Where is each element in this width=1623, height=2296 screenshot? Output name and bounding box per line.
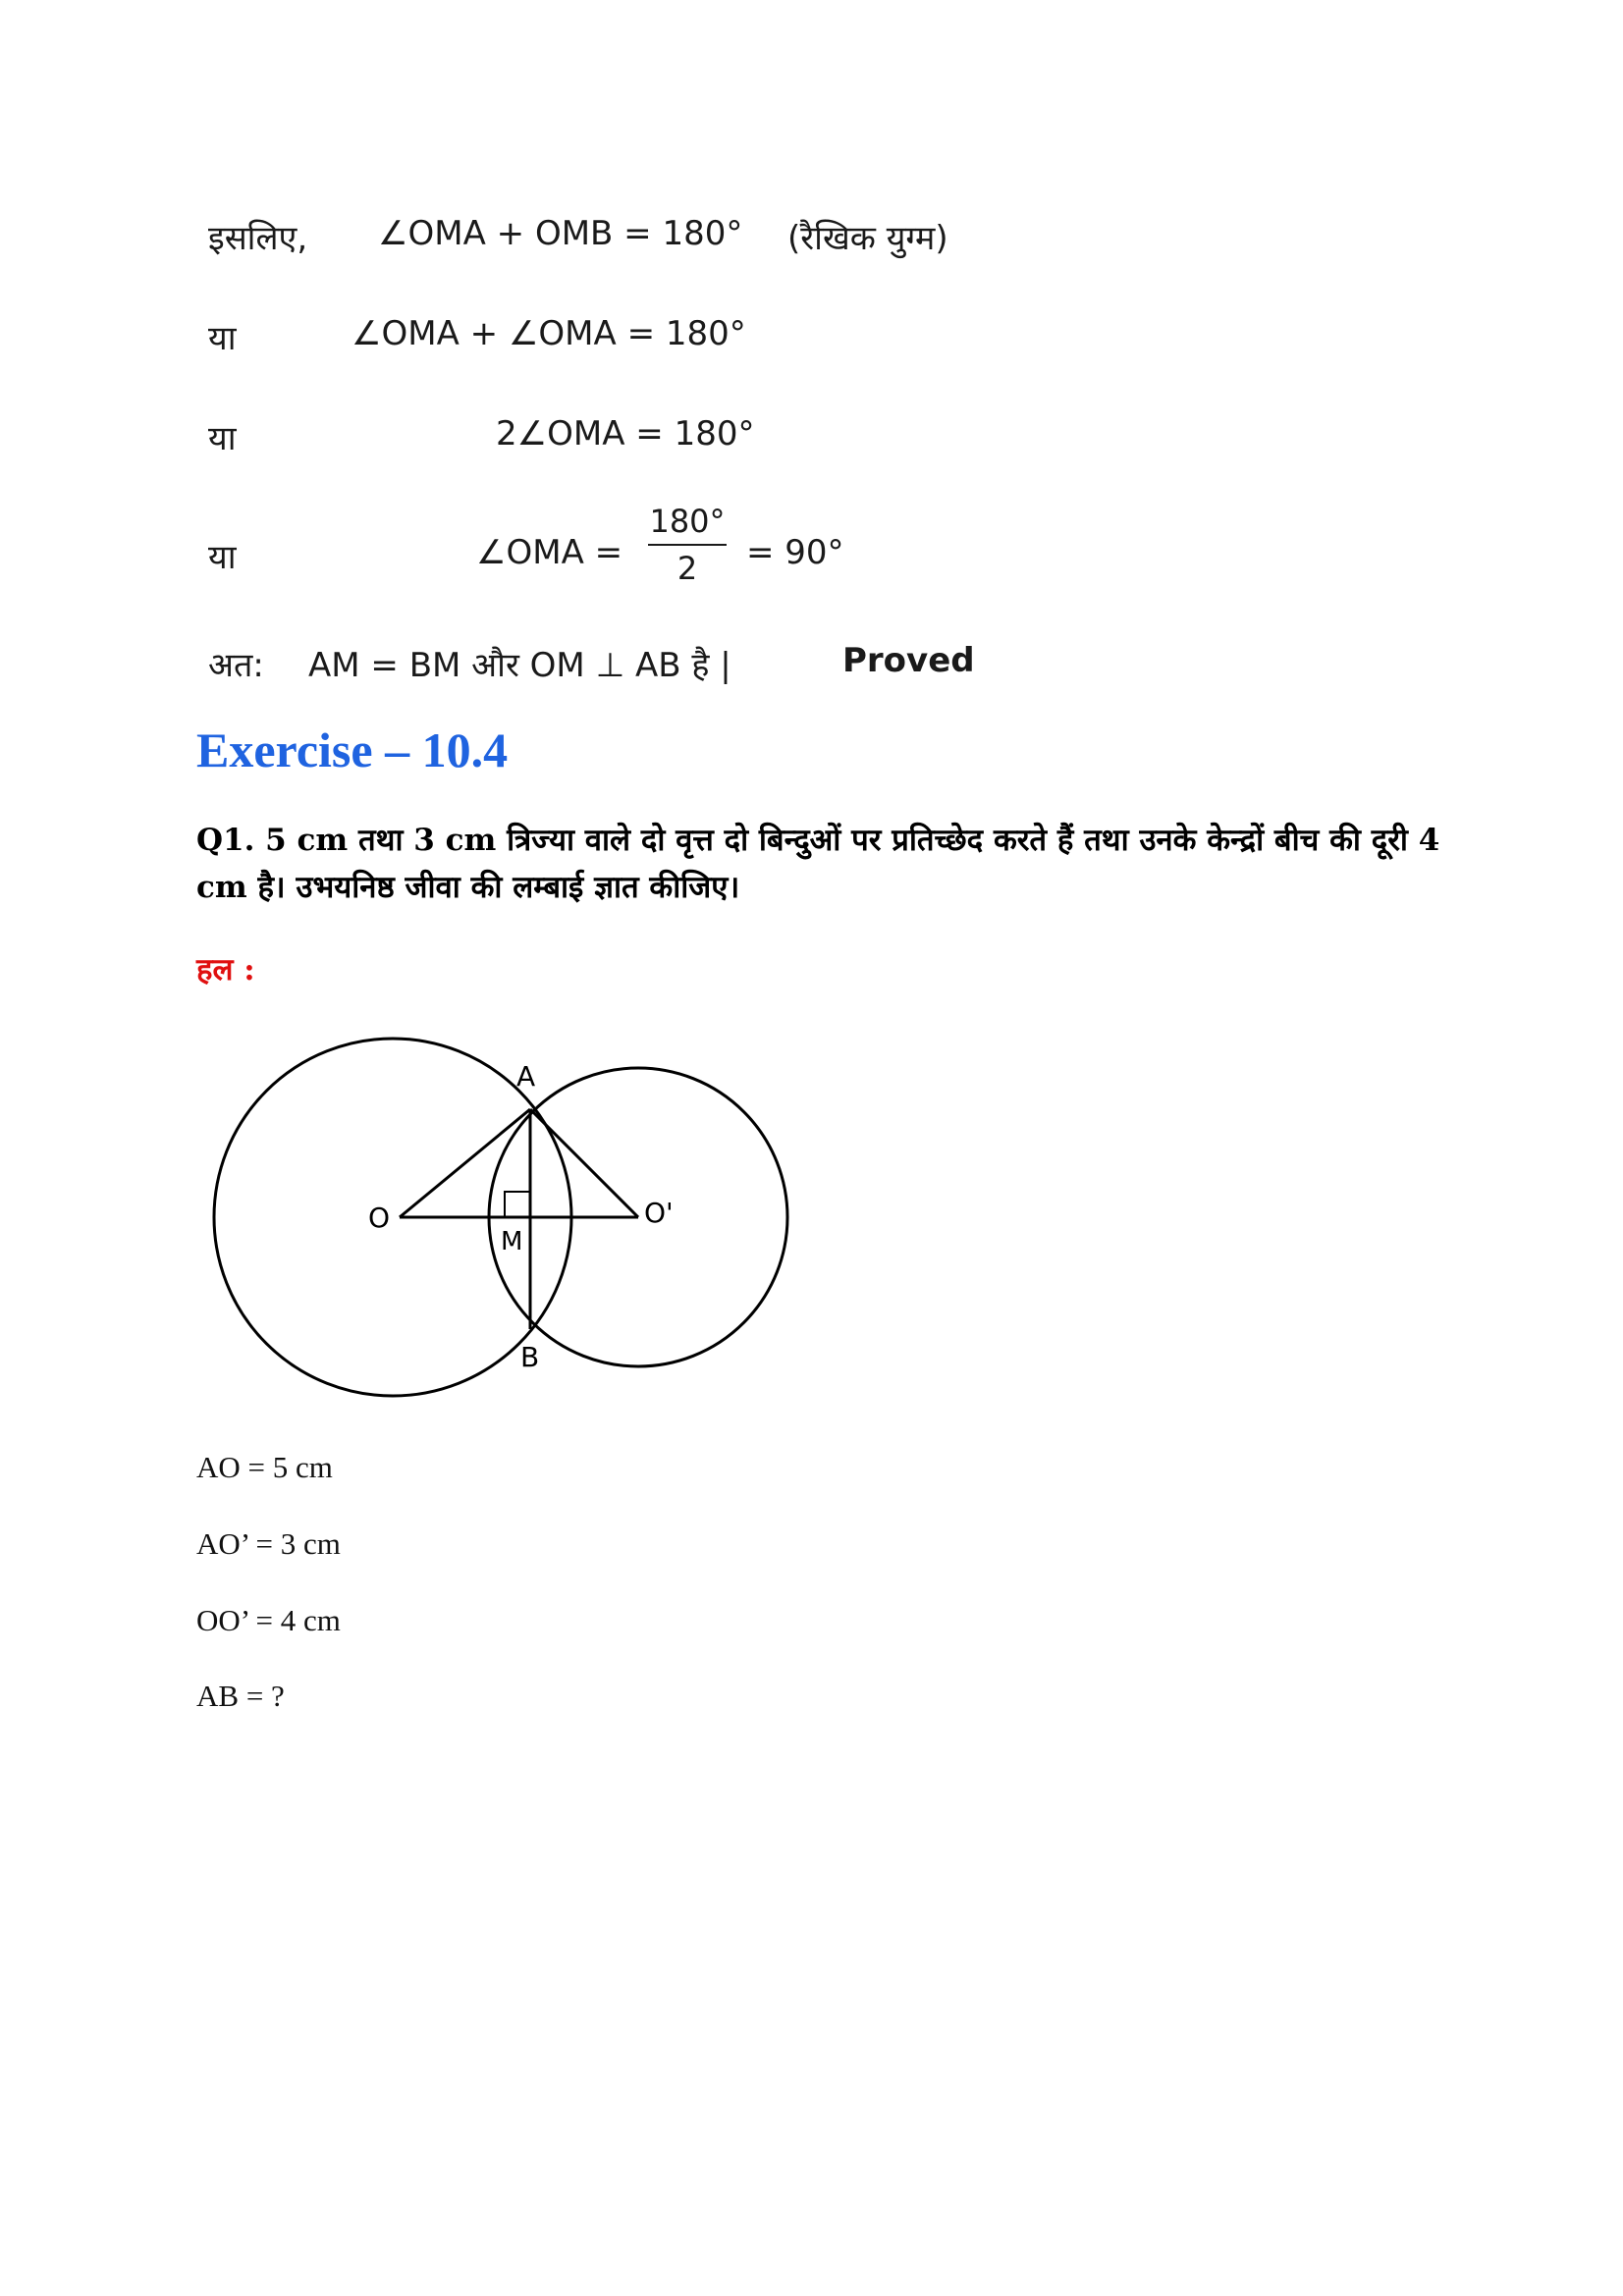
line-ao	[400, 1109, 530, 1217]
fraction-bar	[648, 544, 727, 546]
proved-label: Proved	[842, 641, 975, 680]
label-o-prime: O'	[644, 1197, 674, 1229]
question-text: Q1. 5 cm तथा 3 cm त्रिज्या वाले दो वृत्त दो बिन्दुओं पर प्रतिच्छेद करते हैं तथा उनके केन्द्रों बीच की दूरी 4 cm है। उभयनिष्ठ जीवा की लम्बाई ज्ञात कीजिए।	[196, 823, 1440, 905]
proof-line5-expr: AM = BM और OM ⊥ AB है |	[308, 646, 731, 685]
given-ao: AO = 5 cm	[196, 1450, 333, 1484]
proof-line3-expr: 2∠OMA = 180°	[496, 414, 755, 454]
proof-line2-prefix: या	[208, 319, 237, 358]
right-angle-marker	[505, 1192, 530, 1217]
label-a: A	[516, 1060, 536, 1093]
fraction-denominator: 2	[676, 550, 698, 587]
proof-line1-expr: ∠OMA + OMB = 180°	[378, 214, 743, 253]
solution-label: हल :	[196, 952, 255, 988]
proof-line1-note: (रैखिक युग्म)	[787, 219, 948, 258]
proof-line5-prefix: अत:	[208, 646, 264, 685]
given-oo-prime: OO’ = 4 cm	[196, 1603, 341, 1637]
proof-line4-lhs: ∠OMA =	[476, 533, 623, 572]
proof-line1-prefix: इसलिए,	[208, 219, 308, 258]
proof-line4-fraction	[648, 503, 727, 587]
fraction-numerator: 180°	[649, 503, 726, 540]
proof-line4-prefix: या	[208, 538, 237, 577]
label-o: O	[368, 1201, 391, 1234]
proof-line2-expr: ∠OMA + ∠OMA = 180°	[352, 314, 746, 353]
label-m: M	[501, 1227, 523, 1256]
label-b: B	[520, 1341, 540, 1373]
given-ab: AB = ?	[196, 1679, 285, 1713]
proof-line4-rhs: = 90°	[746, 533, 844, 572]
two-circles-figure	[196, 1021, 805, 1414]
proof-line3-prefix: या	[208, 419, 237, 458]
exercise-heading: Exercise – 10.4	[196, 722, 509, 777]
line-ao-prime	[530, 1109, 638, 1217]
given-ao-prime: AO’ = 3 cm	[196, 1526, 341, 1561]
